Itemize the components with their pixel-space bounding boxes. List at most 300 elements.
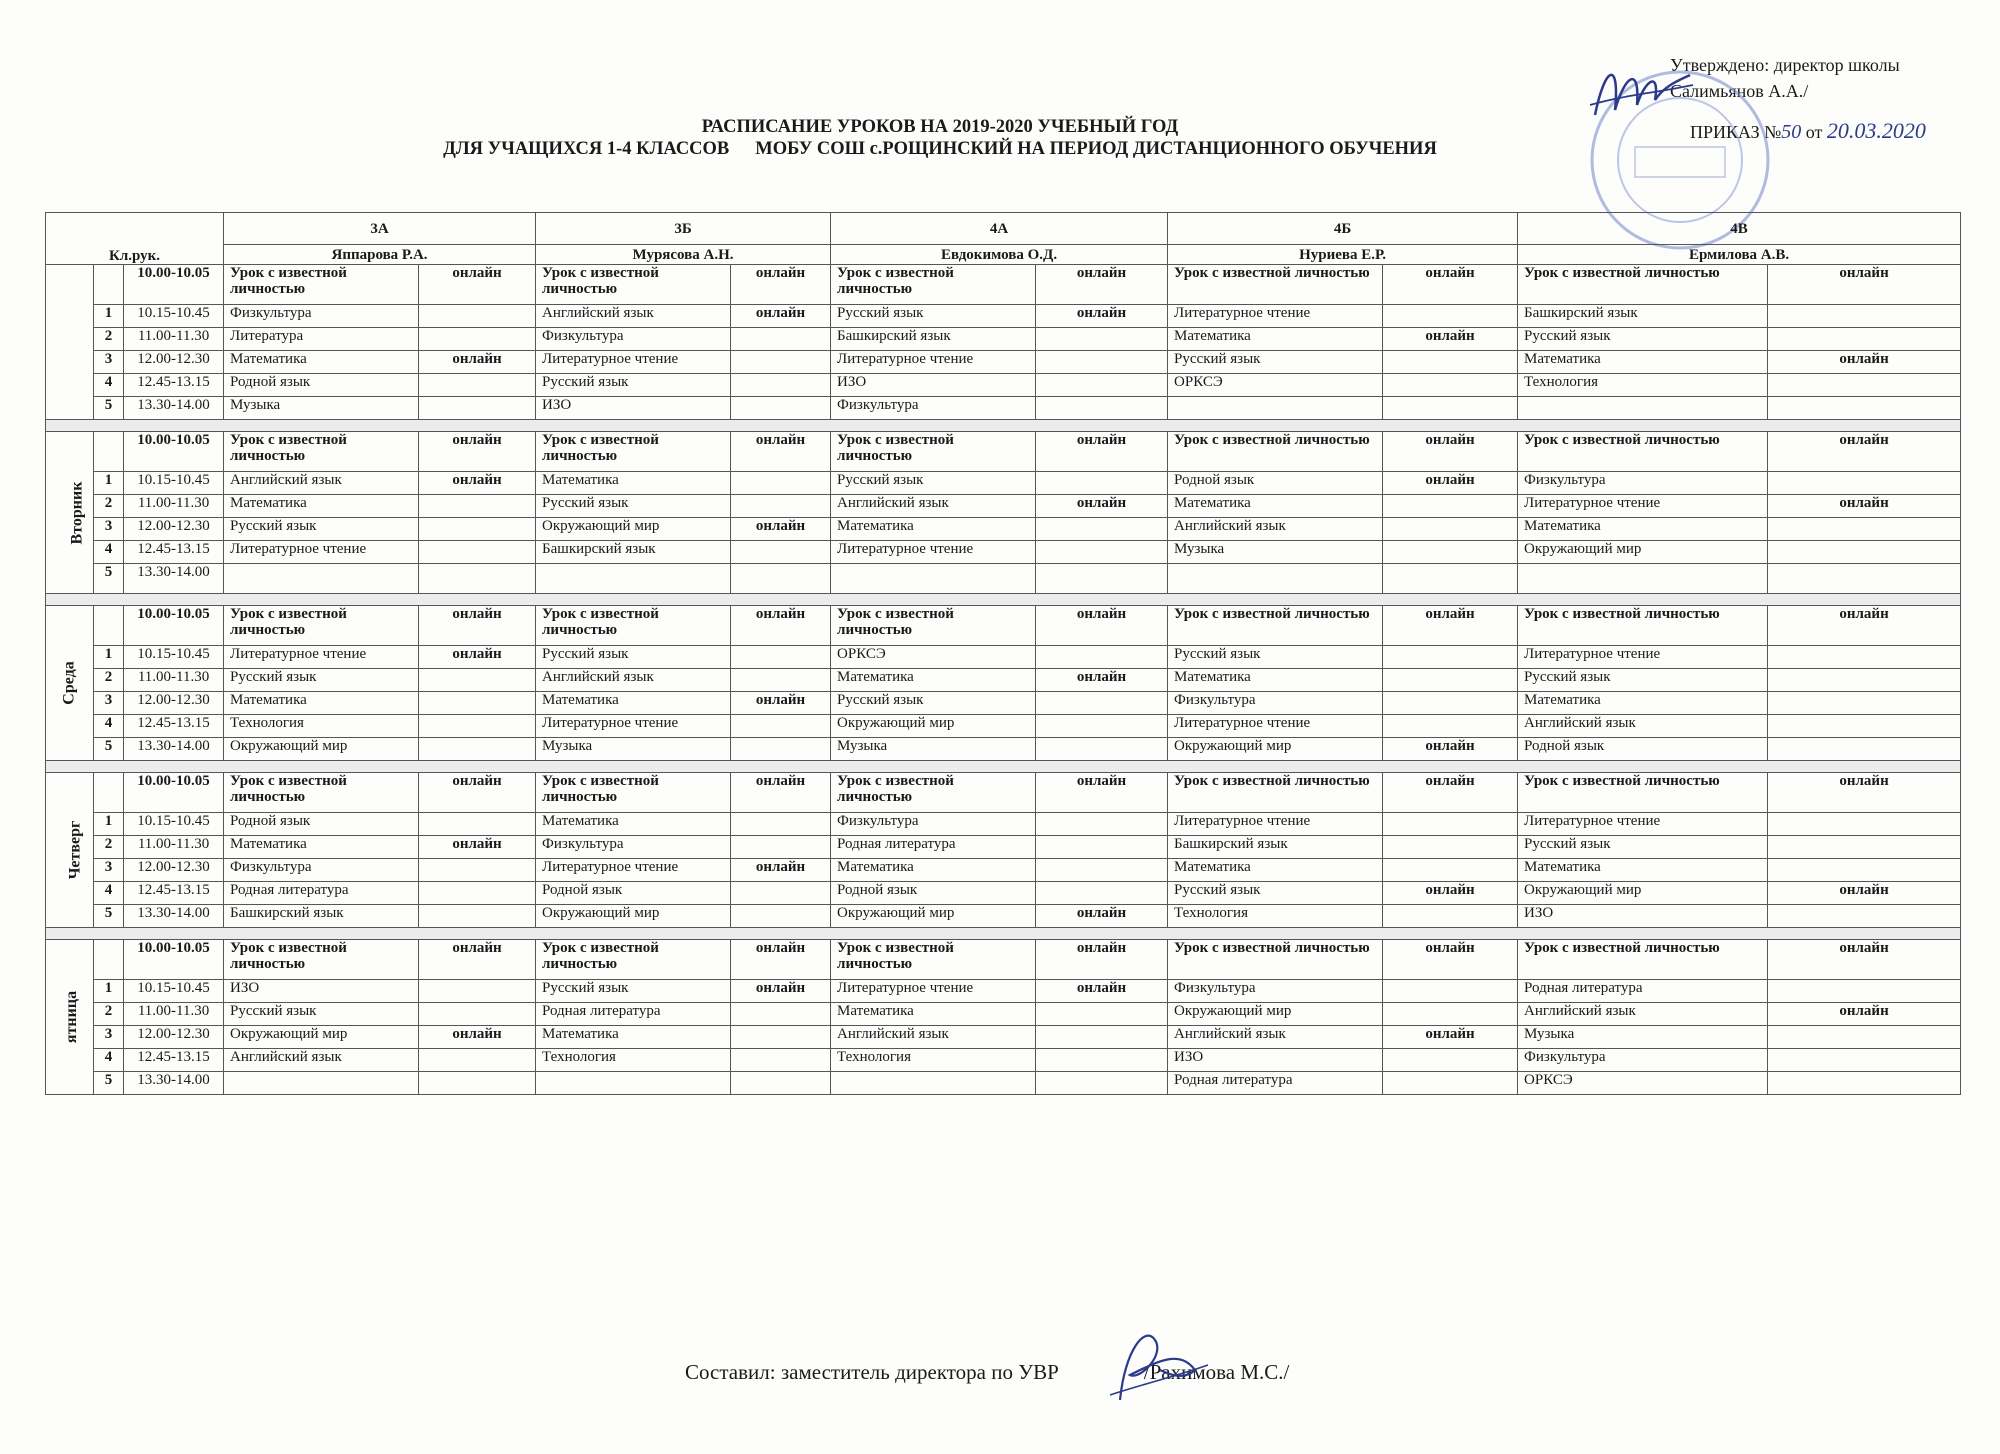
- subject-cell: Математика: [224, 692, 419, 715]
- online-label: онлайн: [731, 606, 831, 646]
- day-label-1: [46, 432, 94, 594]
- lesson-time: 10.15-10.45: [124, 813, 224, 836]
- order-number: 50: [1781, 121, 1802, 143]
- online-flag: [1383, 495, 1518, 518]
- table-row: [46, 305, 1961, 328]
- subject-cell: Русский язык: [831, 305, 1036, 328]
- online-flag: онлайн: [1383, 328, 1518, 351]
- day-separator: [46, 928, 1961, 940]
- subject-cell: Технология: [1518, 374, 1768, 397]
- subject-cell: Литературное чтение: [1168, 715, 1383, 738]
- day-separator: [46, 761, 1961, 773]
- klruk-label: Кл.рук.: [46, 213, 224, 265]
- subject-cell: Английский язык: [224, 472, 419, 495]
- lesson-time: 10.15-10.45: [124, 980, 224, 1003]
- subject-cell: Литературное чтение: [831, 541, 1036, 564]
- table-row: [46, 980, 1961, 1003]
- separator-cell: [46, 928, 1961, 940]
- subject-cell: Английский язык: [831, 1026, 1036, 1049]
- subject-cell: Русский язык: [1168, 882, 1383, 905]
- subject-cell: Литературное чтение: [831, 351, 1036, 374]
- subject-cell: Физкультура: [1168, 692, 1383, 715]
- lesson-header-cell: Урок с известной личностью: [1168, 940, 1383, 980]
- online-flag: онлайн: [1383, 738, 1518, 761]
- first-time-slot: 10.00-10.05: [124, 940, 224, 980]
- subject-cell: Математика: [1518, 859, 1768, 882]
- online-label: онлайн: [1383, 773, 1518, 813]
- online-flag: [1383, 374, 1518, 397]
- table-row: [46, 859, 1961, 882]
- lesson-number: 3: [94, 518, 124, 541]
- subject-cell: Технология: [831, 1049, 1036, 1072]
- lesson-number: 4: [94, 374, 124, 397]
- subject-cell: Английский язык: [1168, 1026, 1383, 1049]
- subject-cell: Литературное чтение: [1518, 495, 1768, 518]
- lesson-header-cell: Урок с известной личностью: [224, 940, 419, 980]
- subject-cell: Литературное чтение: [536, 351, 731, 374]
- day-separator: [46, 594, 1961, 606]
- subject-cell: ИЗО: [224, 980, 419, 1003]
- subject-cell: Русский язык: [1168, 351, 1383, 374]
- online-flag: [1036, 715, 1168, 738]
- lesson-number: 4: [94, 882, 124, 905]
- lesson-number: 4: [94, 715, 124, 738]
- online-flag: [419, 813, 536, 836]
- subject-cell: Окружающий мир: [536, 518, 731, 541]
- subject-cell: Математика: [831, 859, 1036, 882]
- lesson-header-cell: Урок с известной личностью: [831, 265, 1036, 305]
- subject-cell: ОРКСЭ: [831, 646, 1036, 669]
- online-label: онлайн: [731, 773, 831, 813]
- lesson-time: 12.45-13.15: [124, 541, 224, 564]
- online-flag: онлайн: [419, 836, 536, 859]
- lesson-time: 11.00-11.30: [124, 669, 224, 692]
- lesson-header-cell: Урок с известной личностью: [831, 773, 1036, 813]
- title-line-2a: ДЛЯ УЧАЩИХСЯ 1-4 КЛАССОВ: [443, 139, 730, 159]
- lesson-number: [94, 432, 124, 472]
- online-flag: [1768, 980, 1961, 1003]
- day-label-4: [46, 940, 94, 1095]
- lesson-number: 5: [94, 738, 124, 761]
- table-row: [46, 328, 1961, 351]
- subject-cell: Физкультура: [1518, 1049, 1768, 1072]
- lesson-time: 13.30-14.00: [124, 397, 224, 420]
- subject-cell: Родной язык: [536, 882, 731, 905]
- lesson-number: [94, 606, 124, 646]
- online-flag: [1383, 351, 1518, 374]
- online-label: онлайн: [419, 940, 536, 980]
- online-flag: [1036, 882, 1168, 905]
- subject-cell: Родная литература: [536, 1003, 731, 1026]
- online-flag: онлайн: [1036, 669, 1168, 692]
- online-flag: [731, 564, 831, 594]
- lesson-time: 13.30-14.00: [124, 905, 224, 928]
- table-row: [46, 265, 1961, 305]
- subject-cell: Английский язык: [831, 495, 1036, 518]
- online-flag: онлайн: [731, 518, 831, 541]
- lesson-number: 1: [94, 646, 124, 669]
- online-flag: [731, 905, 831, 928]
- lesson-number: [94, 265, 124, 305]
- table-row: [46, 813, 1961, 836]
- online-flag: онлайн: [1768, 1003, 1961, 1026]
- subject-cell: Русский язык: [831, 692, 1036, 715]
- day-separator: [46, 420, 1961, 432]
- subject-cell: Родной язык: [1168, 472, 1383, 495]
- subject-cell: Литературное чтение: [1168, 305, 1383, 328]
- subject-cell: Физкультура: [831, 813, 1036, 836]
- online-flag: [1768, 646, 1961, 669]
- online-flag: онлайн: [1036, 980, 1168, 1003]
- table-row: [46, 715, 1961, 738]
- lesson-time: 11.00-11.30: [124, 1003, 224, 1026]
- lesson-number: 5: [94, 397, 124, 420]
- online-flag: [1036, 564, 1168, 594]
- online-flag: [419, 905, 536, 928]
- day-name: Вторник: [68, 481, 86, 544]
- online-flag: [419, 495, 536, 518]
- online-flag: онлайн: [1036, 495, 1168, 518]
- subject-cell: Литературное чтение: [1518, 646, 1768, 669]
- lesson-number: 5: [94, 1072, 124, 1095]
- subject-cell: Окружающий мир: [831, 905, 1036, 928]
- online-flag: [731, 472, 831, 495]
- lesson-number: 3: [94, 351, 124, 374]
- first-time-slot: 10.00-10.05: [124, 265, 224, 305]
- subject-cell: Математика: [536, 472, 731, 495]
- separator-cell: [46, 420, 1961, 432]
- online-flag: [419, 692, 536, 715]
- lesson-header-cell: Урок с известной личностью: [1518, 940, 1768, 980]
- subject-cell: Башкирский язык: [1168, 836, 1383, 859]
- day-name: ятница: [63, 990, 81, 1044]
- day-name: Четверг: [66, 820, 84, 880]
- table-row: [46, 738, 1961, 761]
- online-flag: [419, 1003, 536, 1026]
- lesson-time: 12.00-12.30: [124, 692, 224, 715]
- subject-cell: [224, 1072, 419, 1095]
- subject-cell: Математика: [224, 351, 419, 374]
- online-flag: [731, 1003, 831, 1026]
- online-label: онлайн: [419, 265, 536, 305]
- lesson-header-cell: Урок с известной личностью: [224, 773, 419, 813]
- online-flag: [419, 397, 536, 420]
- online-flag: [1768, 1026, 1961, 1049]
- online-flag: [1036, 836, 1168, 859]
- online-flag: [731, 397, 831, 420]
- online-flag: онлайн: [731, 692, 831, 715]
- online-flag: [1383, 905, 1518, 928]
- table-row: [46, 606, 1961, 646]
- online-flag: [1768, 859, 1961, 882]
- table-row: [46, 472, 1961, 495]
- subject-cell: Музыка: [1518, 1026, 1768, 1049]
- lesson-header-cell: Урок с известной личностью: [1168, 606, 1383, 646]
- table-row: [46, 495, 1961, 518]
- class-teacher-2: Евдокимова О.Д.: [831, 245, 1168, 265]
- lesson-time: 12.00-12.30: [124, 1026, 224, 1049]
- deputy-signature: [1100, 1320, 1210, 1410]
- online-flag: [1383, 1049, 1518, 1072]
- online-flag: [731, 541, 831, 564]
- subject-cell: Литературное чтение: [536, 715, 731, 738]
- online-flag: [419, 305, 536, 328]
- subject-cell: Физкультура: [536, 328, 731, 351]
- footer-name: /Рахимова М.С./: [1143, 1360, 1290, 1384]
- subject-cell: Родная литература: [1518, 980, 1768, 1003]
- subject-cell: [536, 1072, 731, 1095]
- online-flag: [1036, 541, 1168, 564]
- lesson-header-cell: Урок с известной личностью: [1518, 773, 1768, 813]
- subject-cell: Окружающий мир: [536, 905, 731, 928]
- subject-cell: Литературное чтение: [831, 980, 1036, 1003]
- subject-cell: Музыка: [536, 738, 731, 761]
- online-flag: онлайн: [419, 472, 536, 495]
- subject-cell: ИЗО: [536, 397, 731, 420]
- online-flag: онлайн: [731, 859, 831, 882]
- table-row: [46, 351, 1961, 374]
- lesson-header-cell: Урок с известной личностью: [536, 606, 731, 646]
- day-label-0: [46, 265, 94, 420]
- lesson-header-cell: Урок с известной личностью: [831, 606, 1036, 646]
- subject-cell: Английский язык: [536, 305, 731, 328]
- lesson-number: 2: [94, 328, 124, 351]
- lesson-number: 1: [94, 980, 124, 1003]
- online-flag: [731, 374, 831, 397]
- subject-cell: Русский язык: [1518, 836, 1768, 859]
- subject-cell: Математика: [1168, 859, 1383, 882]
- class-teacher-4: Ермилова А.В.: [1518, 245, 1961, 265]
- subject-cell: Родной язык: [1518, 738, 1768, 761]
- subject-cell: Математика: [224, 836, 419, 859]
- class-teacher-0: Яппарова Р.А.: [224, 245, 536, 265]
- subject-cell: Английский язык: [1168, 518, 1383, 541]
- lesson-header-cell: Урок с известной личностью: [1168, 773, 1383, 813]
- subject-cell: Русский язык: [831, 472, 1036, 495]
- online-label: онлайн: [1036, 606, 1168, 646]
- subject-cell: Окружающий мир: [1168, 738, 1383, 761]
- online-flag: [1383, 669, 1518, 692]
- online-flag: [731, 715, 831, 738]
- lesson-time: 11.00-11.30: [124, 328, 224, 351]
- subject-cell: Математика: [831, 1003, 1036, 1026]
- online-label: онлайн: [1383, 432, 1518, 472]
- subject-cell: Математика: [1168, 495, 1383, 518]
- subject-cell: Математика: [831, 669, 1036, 692]
- lesson-header-cell: Урок с известной личностью: [1168, 265, 1383, 305]
- document-title: [300, 116, 1580, 160]
- online-flag: [1036, 472, 1168, 495]
- lesson-number: 2: [94, 669, 124, 692]
- order-prefix: ПРИКАЗ №: [1690, 122, 1782, 142]
- online-flag: [1768, 836, 1961, 859]
- online-flag: [1036, 1049, 1168, 1072]
- online-flag: онлайн: [1383, 472, 1518, 495]
- subject-cell: Родной язык: [831, 882, 1036, 905]
- online-flag: [1768, 305, 1961, 328]
- online-flag: онлайн: [419, 1026, 536, 1049]
- subject-cell: Музыка: [224, 397, 419, 420]
- lesson-number: 4: [94, 1049, 124, 1072]
- online-flag: [1768, 541, 1961, 564]
- lesson-time: 12.00-12.30: [124, 351, 224, 374]
- first-time-slot: 10.00-10.05: [124, 606, 224, 646]
- lesson-header-cell: Урок с известной личностью: [536, 432, 731, 472]
- online-flag: [419, 980, 536, 1003]
- day-label-3: [46, 773, 94, 928]
- subject-cell: Математика: [1168, 328, 1383, 351]
- online-flag: [1768, 564, 1961, 594]
- online-flag: [1768, 905, 1961, 928]
- table-row: [46, 836, 1961, 859]
- subject-cell: Математика: [1518, 692, 1768, 715]
- subject-cell: Технология: [224, 715, 419, 738]
- first-time-slot: 10.00-10.05: [124, 432, 224, 472]
- online-label: онлайн: [1768, 432, 1961, 472]
- subject-cell: ОРКСЭ: [1168, 374, 1383, 397]
- subject-cell: ИЗО: [1518, 905, 1768, 928]
- online-flag: [1383, 564, 1518, 594]
- online-flag: [1036, 859, 1168, 882]
- lesson-time: 12.45-13.15: [124, 374, 224, 397]
- online-flag: [1036, 1072, 1168, 1095]
- online-flag: онлайн: [1036, 905, 1168, 928]
- subject-cell: Русский язык: [224, 518, 419, 541]
- online-label: онлайн: [1768, 606, 1961, 646]
- online-label: онлайн: [419, 606, 536, 646]
- table-row: [46, 374, 1961, 397]
- lesson-number: [94, 940, 124, 980]
- subject-cell: Окружающий мир: [224, 1026, 419, 1049]
- online-flag: [1036, 813, 1168, 836]
- subject-cell: Английский язык: [1518, 715, 1768, 738]
- online-flag: [1383, 397, 1518, 420]
- approval-line-2: Салимьянов А.А./: [1670, 81, 1809, 101]
- lesson-time: 10.15-10.45: [124, 305, 224, 328]
- online-flag: [419, 738, 536, 761]
- online-flag: [1768, 1049, 1961, 1072]
- table-row: [46, 518, 1961, 541]
- subject-cell: Родной язык: [224, 813, 419, 836]
- subject-cell: [536, 564, 731, 594]
- online-flag: [731, 813, 831, 836]
- subject-cell: Башкирский язык: [224, 905, 419, 928]
- online-flag: [1768, 1072, 1961, 1095]
- lesson-header-cell: Урок с известной личностью: [224, 606, 419, 646]
- online-label: онлайн: [1383, 940, 1518, 980]
- lesson-header-cell: Урок с известной личностью: [536, 940, 731, 980]
- header-teachers-row: [46, 245, 1961, 265]
- online-label: онлайн: [1036, 940, 1168, 980]
- separator-cell: [46, 761, 1961, 773]
- lesson-time: 13.30-14.00: [124, 564, 224, 594]
- online-flag: [1383, 836, 1518, 859]
- order-date: 20.03.2020: [1826, 118, 1926, 143]
- online-flag: [1036, 1026, 1168, 1049]
- online-flag: [1383, 980, 1518, 1003]
- subject-cell: Русский язык: [536, 495, 731, 518]
- lesson-header-cell: Урок с известной личностью: [536, 265, 731, 305]
- table-row: [46, 773, 1961, 813]
- class-name-4: 4В: [1518, 213, 1961, 245]
- subject-cell: Русский язык: [1168, 646, 1383, 669]
- online-flag: онлайн: [1383, 1026, 1518, 1049]
- subject-cell: Музыка: [831, 738, 1036, 761]
- online-flag: онлайн: [1768, 351, 1961, 374]
- subject-cell: Английский язык: [536, 669, 731, 692]
- subject-cell: Литературное чтение: [1168, 813, 1383, 836]
- table-row: [46, 669, 1961, 692]
- online-flag: [1383, 646, 1518, 669]
- subject-cell: Родная литература: [224, 882, 419, 905]
- subject-cell: [831, 1072, 1036, 1095]
- lesson-number: 5: [94, 564, 124, 594]
- lesson-number: 1: [94, 305, 124, 328]
- table-row: [46, 432, 1961, 472]
- subject-cell: Башкирский язык: [536, 541, 731, 564]
- online-flag: [419, 1072, 536, 1095]
- subject-cell: Математика: [536, 1026, 731, 1049]
- online-flag: [1036, 518, 1168, 541]
- table-row: [46, 940, 1961, 980]
- class-teacher-1: Мурясова А.Н.: [536, 245, 831, 265]
- lesson-header-cell: Урок с известной личностью: [224, 265, 419, 305]
- online-flag: [731, 669, 831, 692]
- subject-cell: Башкирский язык: [831, 328, 1036, 351]
- lesson-number: 4: [94, 541, 124, 564]
- title-line-1: РАСПИСАНИЕ УРОКОВ НА 2019-2020 УЧЕБНЫЙ ГОД: [701, 117, 1179, 137]
- lesson-number: 3: [94, 692, 124, 715]
- online-flag: [1383, 715, 1518, 738]
- online-flag: [1383, 859, 1518, 882]
- online-flag: [419, 669, 536, 692]
- online-label: онлайн: [1036, 432, 1168, 472]
- header-classes-row: [46, 213, 1961, 245]
- lesson-header-cell: Урок с известной личностью: [1168, 432, 1383, 472]
- lesson-number: 3: [94, 859, 124, 882]
- online-flag: [731, 351, 831, 374]
- lesson-time: 12.00-12.30: [124, 859, 224, 882]
- lesson-header-cell: Урок с известной личностью: [831, 432, 1036, 472]
- lesson-header-cell: Урок с известной личностью: [1518, 606, 1768, 646]
- online-flag: [1768, 472, 1961, 495]
- order-mid: от: [1805, 122, 1823, 142]
- lesson-time: 10.15-10.45: [124, 472, 224, 495]
- online-label: онлайн: [1383, 606, 1518, 646]
- subject-cell: Физкультура: [224, 859, 419, 882]
- lesson-time: 12.00-12.30: [124, 518, 224, 541]
- online-flag: онлайн: [1768, 882, 1961, 905]
- table-row: [46, 692, 1961, 715]
- subject-cell: Окружающий мир: [1168, 1003, 1383, 1026]
- lesson-header-cell: Урок с известной личностью: [1518, 265, 1768, 305]
- lesson-time: 12.45-13.15: [124, 1049, 224, 1072]
- subject-cell: Литературное чтение: [1518, 813, 1768, 836]
- online-flag: [731, 646, 831, 669]
- subject-cell: Родная литература: [831, 836, 1036, 859]
- online-label: онлайн: [1383, 265, 1518, 305]
- online-label: онлайн: [1036, 773, 1168, 813]
- subject-cell: Родной язык: [224, 374, 419, 397]
- lesson-time: 11.00-11.30: [124, 495, 224, 518]
- online-flag: [419, 374, 536, 397]
- footer-prefix: Составил: заместитель директора по УВР: [685, 1360, 1059, 1384]
- lesson-number: 1: [94, 472, 124, 495]
- online-label: онлайн: [1036, 265, 1168, 305]
- online-label: онлайн: [731, 432, 831, 472]
- title-line-2: [300, 138, 1580, 160]
- lesson-number: 2: [94, 1003, 124, 1026]
